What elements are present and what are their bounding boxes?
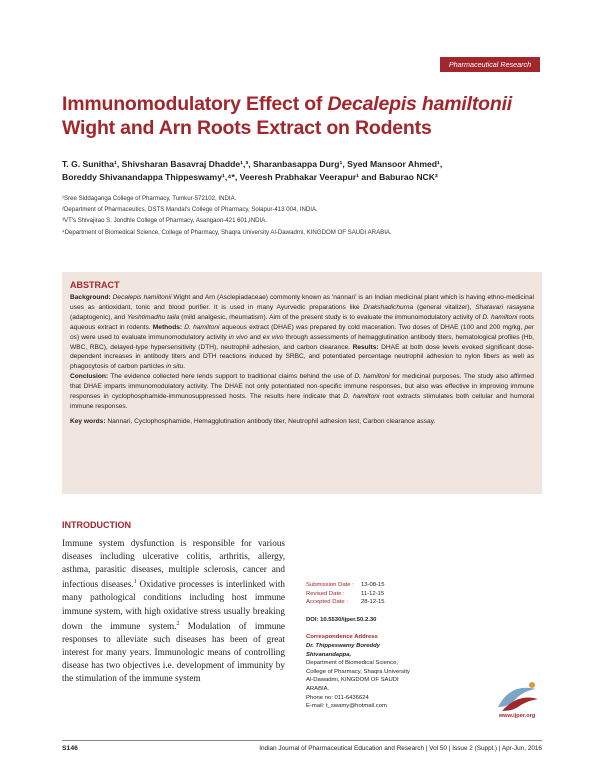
abs-text: (general vitalizer),	[413, 303, 476, 311]
address-line: Department of Biomedical Science,	[306, 660, 399, 667]
authors-line-1: T. G. Sunitha¹, Shivsharan Basavraj Dhadde¹,³, Sharanbasappa Durg¹, Syed Mansoor Ahmed¹,	[62, 159, 443, 169]
abs-text: (adaptogenic), and	[70, 313, 128, 321]
citation-1: 1	[133, 579, 137, 586]
keywords	[70, 417, 534, 427]
abs-text: roots aqueous extract in rodents.	[70, 313, 534, 331]
intro-text: Modulation of immune responses to alleviate such diseases has been of great interest for many years. Immunologic means of controlling disease has two objectives i.e. development of immunity by the stimulation of the immune system	[62, 620, 285, 684]
accepted-row	[306, 598, 542, 607]
affiliation-2: ²Department of Pharmaceutics, DSTS Mandal's College of Pharmacy, Solapur-413 004, INDIA.	[62, 206, 318, 214]
abs-italic: Decalepis hamiltonii	[112, 294, 172, 301]
abs-text: for medicinal purposes. The study also affirmed that DHAE imparts immunomodulatory activity. The DHAE not only potentiated non-specific immune responses, but also was effective in improving immune responses in cyclophosphamide-immunosuppressed hosts. The results here indicate that	[70, 373, 534, 401]
footer-divider	[62, 740, 542, 741]
citation-2: 2	[176, 620, 180, 627]
journal-logo-icon	[492, 677, 542, 717]
abs-italic: ex vivo	[262, 333, 284, 341]
revised-value: 11-12-15	[361, 590, 385, 597]
affiliations	[62, 193, 542, 238]
accepted-value: 28-12-15	[361, 599, 385, 606]
address-line: College of Pharmacy, Shaqra University	[306, 668, 411, 675]
introduction-heading: INTRODUCTION	[62, 520, 131, 530]
revised-row	[306, 590, 542, 599]
abs-text: through assessments of hemagglutination antibody titers, hematological profiles (Hb, WBC, RBC), delayed-type hypersensitivity (DTH), neutrophil adhesion, and carbon clearance.	[70, 333, 535, 351]
address-line: ARABIA.	[306, 685, 330, 692]
address-line: Al-Dawadmi, KINGDOM OF SAUDI	[306, 677, 399, 684]
accepted-label: Accepted Date :	[306, 599, 348, 606]
introduction-body	[62, 537, 285, 685]
page-number: S146	[62, 745, 78, 752]
abs-italic: D. hamiltoni	[354, 373, 390, 381]
abs-italic: per os	[70, 323, 534, 341]
affiliation-1: ¹Sree Siddaganga College of Pharmacy, Tumkur-572102, INDIA.	[62, 195, 237, 202]
phone: Phone no: 011-6436624	[306, 694, 369, 701]
abs-italic: D. hamiltoni	[482, 313, 518, 321]
email[interactable]: E-mail: t_swamy@hotmail.com	[306, 703, 387, 710]
abs-text: .	[183, 363, 186, 371]
abstract-box	[62, 272, 542, 494]
abs-text: Wight and Arn (Asclepiadaceae) commonly known as 'nannari' is an Indian medicinal plant which is having ethno-medicinal uses as antioxidant, tonic and blood purifier. It is used in many Ayurvedic preparations like	[70, 294, 534, 311]
abs-text: root extracts stimulates both cellular and humoral immune responses.	[70, 393, 535, 410]
intro-text: Immune system dysfunction is responsible for various diseases including ulcerative colitis, arthritis, allergy, asthma, parasitic diseases, multiple sclerosis, cancer and infectious diseases.	[62, 538, 285, 590]
abs-text: The evidence collected here lends support to traditional claims behind the use of	[108, 373, 355, 381]
submission-row	[306, 581, 542, 590]
methods-label: Methods:	[152, 323, 183, 331]
affiliation-3: ³VT's Shivajirao S. Jondhle College of Pharmacy, Asangaon-421 601,INDIA.	[62, 217, 267, 225]
revised-label: Revised Date :	[306, 590, 345, 597]
conclusion-label: Conclusion:	[70, 373, 109, 381]
abs-italic: D. hamiltoni	[184, 323, 220, 331]
keywords-text: Nannari, Cyclophosphamide, Hemagglutination antibody titer, Neutrophil adhesion test, Carbon clearance assay.	[105, 417, 436, 425]
author-list	[62, 158, 542, 183]
correspondence-heading: Correspondence Address	[306, 634, 378, 641]
intro-text: Oxidative processes is interlinked with many pathological conditions including host immune immune system, with high oxidative stress usually breaking down the immune system.	[62, 579, 285, 631]
abs-italic: in situ	[166, 363, 184, 371]
title-part1: Immunomodulatory Effect of	[62, 93, 328, 115]
abs-text: aqueous extract (DHAE) was prepared by cold maceration. Two doses of DHAE (100 and 200 mg/kg,	[219, 323, 525, 331]
journal-url[interactable]: www.ijper.org	[498, 713, 536, 719]
abs-text: (mild analgesic, rheumatism). Aim of the present study is to evaluate the immunomodulatory activity of	[179, 313, 483, 321]
abs-text: DHAE at both dose levels evoked significant dose-dependent increases in antibody titers and DTH reactions induced by SRBC, and potentiated percentage neutrophil adhesion to nylon fibers as well as phagocytosis of carbon particles	[70, 343, 535, 371]
abs-italic: D. hamiltoni	[343, 393, 380, 401]
title-part2: Wight and Arn Roots Extract on Rodents	[62, 117, 432, 139]
abstract-body	[70, 293, 534, 412]
keywords-label: Key words:	[70, 417, 106, 425]
correspondence-name-2: Shivanandappa,	[306, 651, 352, 658]
background-label: Background:	[70, 294, 111, 301]
abstract-heading: ABSTRACT	[70, 280, 120, 290]
results-label: Results:	[352, 343, 379, 351]
abs-italic: Shatavari rasayana	[475, 303, 534, 311]
abs-italic: Yeshtimadhu taila	[127, 313, 180, 321]
journal-citation: Indian Journal of Pharmaceutical Education and Research | Vol 50 | Issue 2 (Suppl.) | Apr-Jun, 2016	[259, 745, 542, 752]
affiliation-4: ⁴Department of Biomedical Science, College of Pharmacy, Shaqra University Al-Dawadmi, KINGDOM OF SAUDI ARABIA.	[62, 228, 392, 236]
article-title	[62, 92, 542, 140]
abs-italic: in vivo	[228, 333, 248, 341]
section-tag: Pharmaceutical Research	[440, 57, 540, 72]
submission-label: Submission Date :	[306, 582, 354, 588]
authors-line-2: Boreddy Shivanandappa Thippeswamy¹,⁴*, Veeresh Prabhakar Veerapur¹ and Baburao NCK²	[62, 171, 438, 182]
correspondence-name-1: Dr. Thippeswamy Boreddy	[306, 642, 380, 649]
doi[interactable]: DOI: 10.5530/ijper.50.2.30	[306, 616, 377, 623]
abs-text: ) were used to evaluate immunomodulatory activity	[76, 333, 229, 341]
title-species: Decalepis hamiltonii	[327, 93, 513, 115]
abs-text: and	[247, 333, 263, 341]
submission-value: 13-08-15	[361, 582, 385, 588]
abs-italic: Drakshadichurna	[363, 303, 414, 311]
